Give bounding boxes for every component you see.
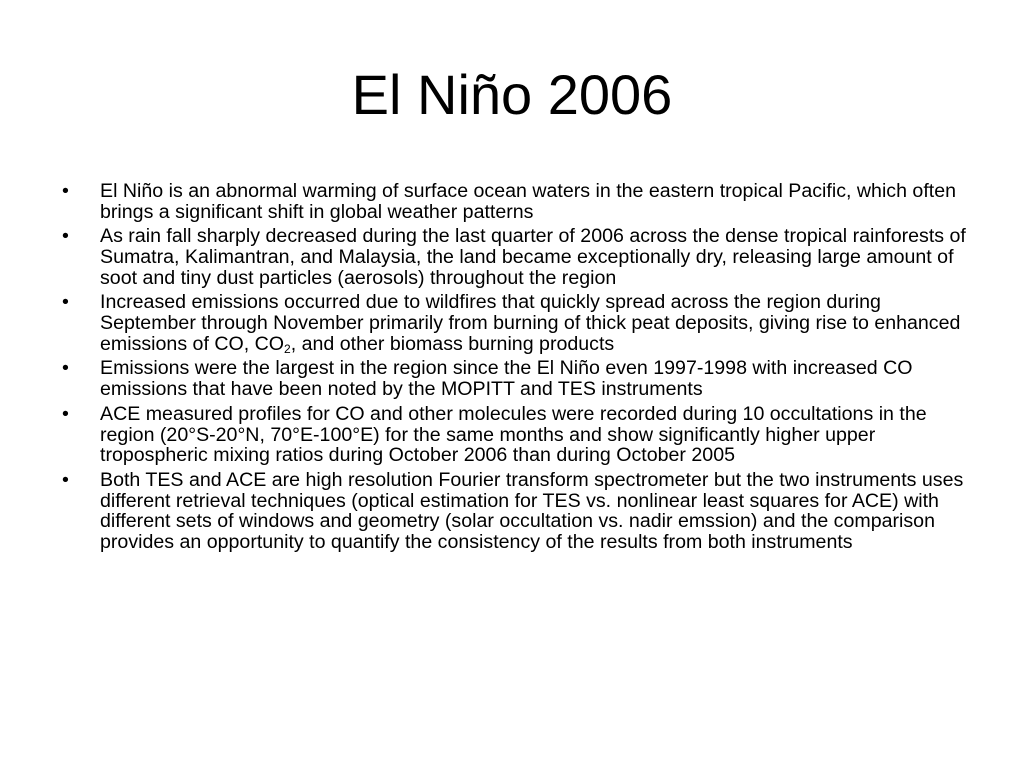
bullet-item-ace-profiles <box>62 404 972 466</box>
bullet-item-increased-emissions <box>62 292 972 354</box>
bullet-text: ACE measured profiles for CO and other molecules were recorded during 10 occultations in the region (20°S-20°N, 70°E-100°E) for the same months and show significantly higher upper tropospheric mixing ratios during October 2006 than during October 2005 <box>100 402 927 467</box>
bullet-dot-icon: • <box>62 225 69 248</box>
bullet-dot-icon: • <box>62 180 69 202</box>
bullet-list <box>62 181 972 557</box>
bullet-dot-icon: • <box>62 291 69 314</box>
bullet-text: As rain fall sharply decreased during the last quarter of 2006 across the dense tropical rainforests of Sumatra, Kalimantran, and Malaysia, the land became exceptionally dry, releasing large amount of soot and tiny dust particles (aerosols) throughout the region <box>100 225 966 289</box>
bullet-item-tes-ace-comparison <box>62 470 972 553</box>
bullet-text-after: , and other biomass burning products <box>290 332 615 355</box>
bullet-dot-icon: • <box>62 468 69 491</box>
bullet-dot-icon: • <box>62 357 69 380</box>
bullet-text: El Niño is an abnormal warming of surface ocean waters in the eastern tropical Pacific, which often brings a significant shift in global weather patterns <box>100 180 957 223</box>
bullet-item-el-nino-definition <box>62 181 972 223</box>
bullet-dot-icon: • <box>62 402 69 425</box>
bullet-text <box>100 291 960 355</box>
bullet-text: Emissions were the largest in the region since the El Niño even 1997-1998 with increased CO emissions that have been noted by the MOPITT and TES instruments <box>100 357 913 401</box>
slide-title: El Niño 2006 <box>351 63 673 126</box>
subscript-two: 2 <box>284 341 291 356</box>
bullet-item-rainfall-decrease <box>62 226 972 288</box>
bullet-item-largest-emissions <box>62 358 972 400</box>
bullet-text-before: Increased emissions occurred due to wildfires that quickly spread across the region during September through November primarily from burning of thick peat deposits, giving rise to enhanced emissions of CO, CO <box>100 291 961 355</box>
bullet-text: Both TES and ACE are high resolution Fourier transform spectrometer but the two instruments uses different retrieval techniques (optical estimation for TES vs. nonlinear least squares for ACE) with different sets of windows and geometry (solar occultation vs. nadir emssion) and the comparison provides an opportunity to quantify the consistency of the results from both instruments <box>100 468 964 554</box>
